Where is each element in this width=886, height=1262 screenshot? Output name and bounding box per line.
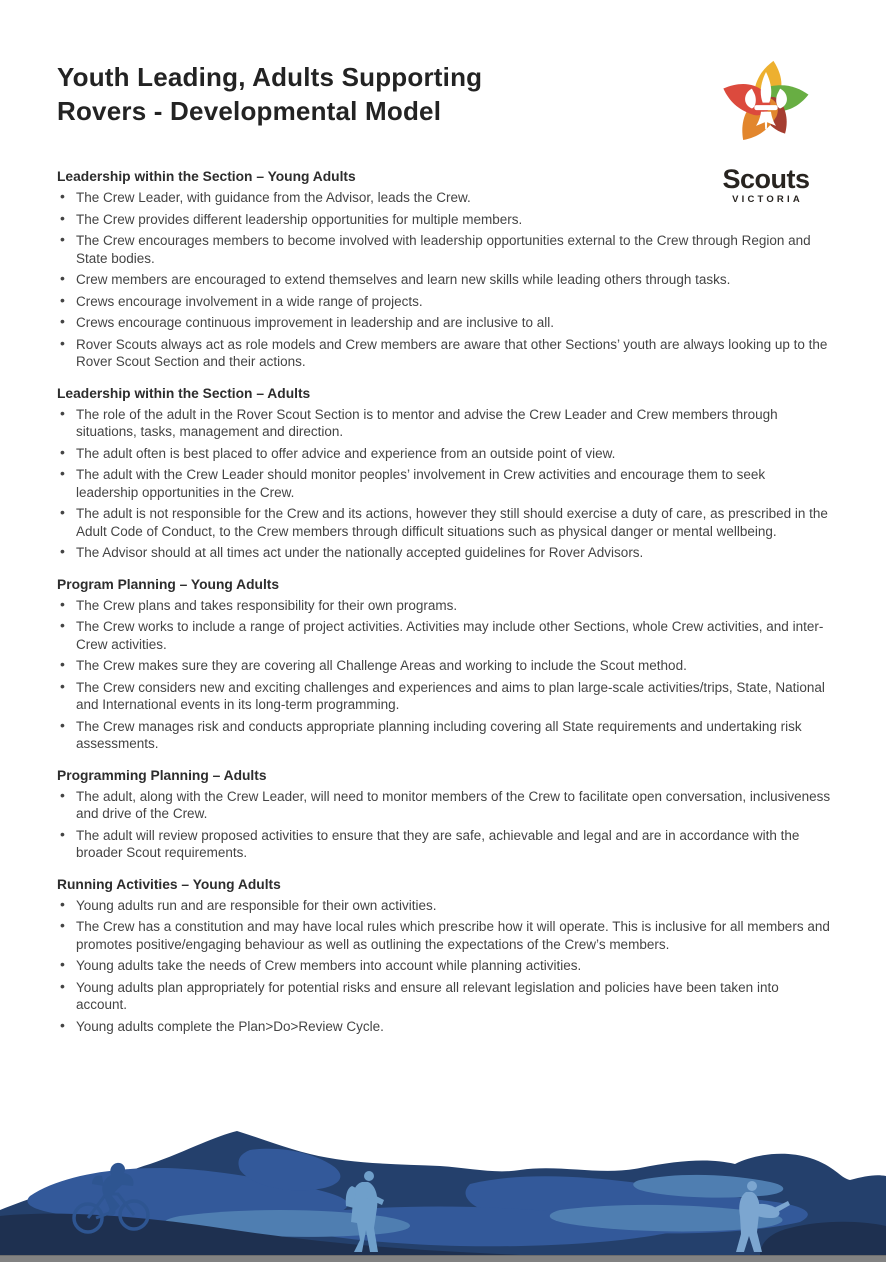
bullet-item: • The adult, along with the Crew Leader, will need to monitor members of the Crew to facilitate open conversation, inclusiveness and drive of the Crew. (57, 788, 831, 823)
bullet-list (57, 189, 831, 371)
bullet-item: • Crews encourage continuous improvement in leadership and are inclusive to all. (57, 314, 831, 332)
bullet-item: • The Crew encourages members to become involved with leadership opportunities external to the Crew through Region and State bodies. (57, 232, 831, 267)
bullet-item: • Rover Scouts always act as role models and Crew members are aware that other Sections’ youth are always looking up to the Rover Scout Section and their actions. (57, 336, 831, 371)
bullet-list (57, 897, 831, 1036)
window-bottom-edge (0, 1255, 886, 1262)
section-heading: Programming Planning – Adults (57, 767, 267, 783)
bullet-item: • Crew members are encouraged to extend themselves and learn new skills while leading others through tasks. (57, 271, 831, 289)
bullet-item: • The role of the adult in the Rover Scout Section is to mentor and advise the Crew Leader and Crew members through situations, tasks, management and direction. (57, 406, 831, 441)
bullet-item: • The Crew plans and takes responsibility for their own programs. (57, 597, 831, 615)
page-title-line2: Rovers - Developmental Model (57, 96, 442, 126)
section-heading: Program Planning – Young Adults (57, 576, 280, 592)
bullet-item: • Young adults complete the Plan>Do>Review Cycle. (57, 1018, 831, 1036)
bullet-item: • Young adults take the needs of Crew members into account while planning activities. (57, 957, 831, 975)
bullet-list (57, 788, 831, 862)
bullet-item: • The Advisor should at all times act under the nationally accepted guidelines for Rover Advisors. (57, 544, 831, 562)
bullet-item: • The Crew considers new and exciting challenges and experiences and aims to plan large-scale activities/trips, State, National and International events in its long-term programming. (57, 679, 831, 714)
bullet-item: • Crews encourage involvement in a wide range of projects. (57, 293, 831, 311)
sections (57, 169, 831, 1035)
bullet-item: • The adult with the Crew Leader should monitor peoples’ involvement in Crew activities and encourage them to seek leadership opportunities in the Crew. (57, 466, 831, 501)
section-heading: Leadership within the Section – Young Adults (57, 169, 356, 184)
logo-brand-text: Scouts (722, 164, 810, 194)
bullet-item: • The adult is not responsible for the Crew and its actions, however they still should exercise a duty of care, as prescribed in the Adult Code of Conduct, to the Crew members through difficult situations such as physical danger or mental wellbeing. (57, 505, 831, 540)
logo-region-text: VICTORIA (732, 194, 803, 205)
bullet-item: • The Crew manages risk and conducts appropriate planning including covering all State requirements and undertaking risk assessments. (57, 718, 831, 753)
bullet-item: • The Crew works to include a range of project activities. Activities may include other Sections, whole Crew activities, and inter-Crew activities. (57, 618, 831, 653)
section-heading: Leadership within the Section – Adults (57, 385, 311, 401)
bullet-item: • Young adults run and are responsible for their own activities. (57, 897, 831, 915)
scouts-victoria-logo (686, 48, 846, 205)
bullet-item: • The adult often is best placed to offer advice and experience from an outside point of view. (57, 445, 831, 463)
page-title-line1: Youth Leading, Adults Supporting (57, 62, 483, 92)
bullet-item: • The Crew provides different leadership opportunities for multiple members. (57, 211, 831, 229)
bullet-item: • The Crew has a constitution and may have local rules which prescribe how it will operate. This is inclusive for all members and promotes positive/engaging behaviour as well as outlining the expectations of the Crew’s members. (57, 918, 831, 953)
bullet-item: • The adult will review proposed activities to ensure that they are safe, achievable and legal and are in accordance with the broader Scout requirements. (57, 827, 831, 862)
bullet-item: • Young adults plan appropriately for potential risks and ensure all relevant legislation and policies have been taken into account. (57, 979, 831, 1014)
scouts-star-icon (708, 48, 824, 164)
section-heading: Running Activities – Young Adults (57, 876, 281, 892)
footer-landscape-illustration (0, 1124, 886, 1255)
bullet-list (57, 597, 831, 753)
bullet-list (57, 406, 831, 562)
bullet-item: • The Crew Leader, with guidance from the Advisor, leads the Crew. (57, 189, 831, 207)
bullet-item: • The Crew makes sure they are covering all Challenge Areas and working to include the Scout method. (57, 657, 831, 675)
